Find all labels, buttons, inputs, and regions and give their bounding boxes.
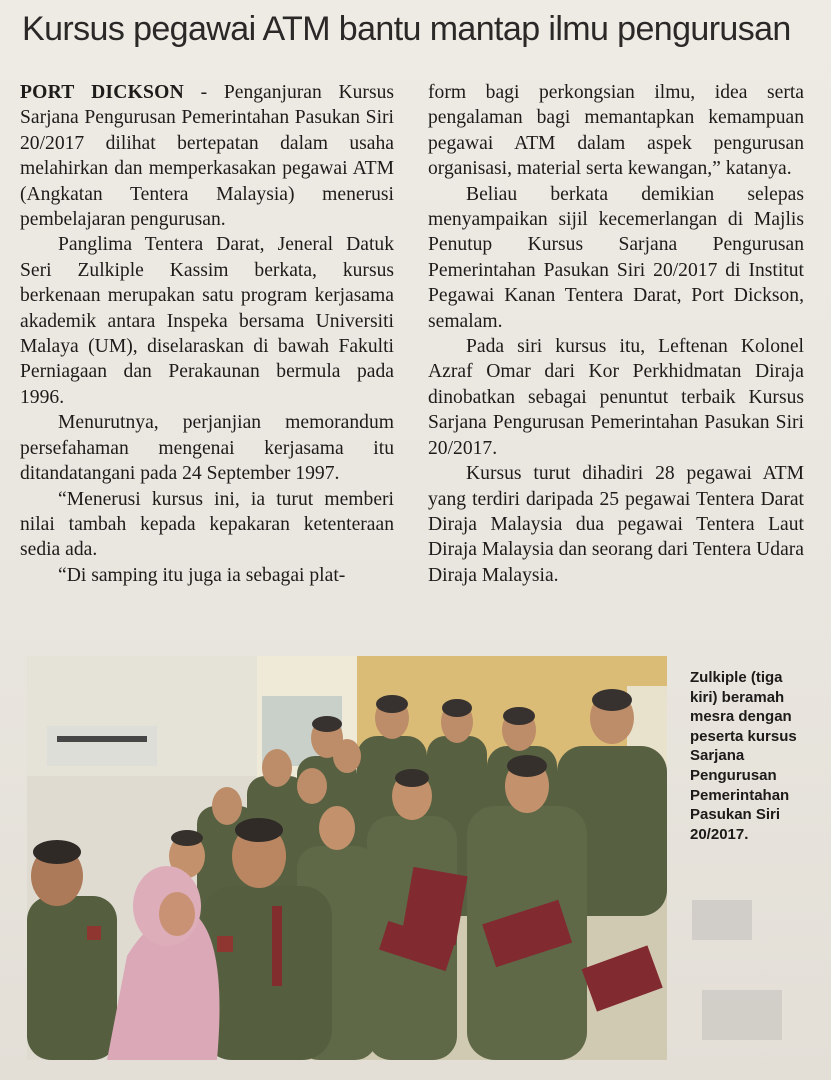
- photo-caption: [690, 668, 825, 844]
- article-paragraph: “Menerusi kursus ini, ia turut memberi nilai tambah kepada kepakaran ketenteraan sedia ada.: [20, 488, 394, 561]
- article-paragraph: [20, 80, 394, 232]
- news-photo: [27, 656, 667, 1060]
- caption-line: Pengurusan: [690, 766, 777, 784]
- caption-line: mesra dengan: [690, 708, 792, 726]
- article-column-right: [428, 80, 804, 588]
- article-paragraph: Beliau berkata demikian selepas menyampaikan sijil kecemerlangan di Majlis Penutup Kursus Sarjana Pengurusan Pemerintahan Pasukan Siri 20/2017 di Institut Pegawai Kanan Tentera Darat, Port Dickson, semalam.: [428, 183, 804, 332]
- caption-line: peserta kursus: [690, 727, 797, 745]
- caption-line: 20/2017.: [690, 825, 749, 843]
- article-dateline: PORT DICKSON: [20, 82, 184, 103]
- caption-line: Pemerintahan: [690, 786, 790, 804]
- article-column-left: [20, 80, 394, 588]
- print-bleed-through: [672, 880, 831, 1080]
- caption-line: Pasukan Siri: [690, 806, 781, 824]
- caption-line: kiri) beramah: [690, 688, 785, 706]
- group-photo-illustration: [27, 656, 667, 1060]
- article-paragraph: Kursus turut dihadiri 28 pegawai ATM yang terdiri daripada 25 pegawai Tentera Darat Diraja Malaysia dua pegawai Tentera Laut Diraja Malaysia dan seorang dari Tentera Udara Diraja Malaysia.: [428, 463, 804, 586]
- article-paragraph: “Di samping itu juga ia sebagai plat-: [58, 564, 346, 586]
- article-paragraph: Pada siri kursus itu, Leftenan Kolonel Azraf Omar dari Kor Perkhidmatan Diraja dinobatkan sebagai penuntut terbaik Kursus Sarjana Pengurusan Pemerintahan Pasukan Siri 20/2017.: [428, 336, 804, 459]
- bleed-shapes: [672, 880, 831, 1080]
- caption-line: Sarjana: [690, 747, 745, 765]
- article-lead-text: - Penganjuran Kursus Sarjana Pengurusan Pemerintahan Pasukan Siri 20/2017 dilihat bertepatan dalam usaha melahirkan dan memperkasakan pegawai ATM (Angkatan Tentera Malaysia) menerusi pembelajaran pengurusan.: [20, 82, 394, 231]
- article-headline: Kursus pegawai ATM bantu mantap ilmu pengurusan: [22, 10, 791, 48]
- caption-line: Zulkiple (tiga: [690, 669, 783, 686]
- article-paragraph: Panglima Tentera Darat, Jeneral Datuk Seri Zulkiple Kassim berkata, kursus berkenaan merupakan satu program kerjasama akademik antara Inspeka bersama Universiti Malaya (UM), diselaraskan di bawah Fakulti Perniagaan dan Perakaunan bermula pada 1996.: [20, 234, 394, 408]
- article-paragraph: Menurutnya, perjanjian memorandum persefahaman mengenai kerjasama itu ditandatangani pada 24 September 1997.: [20, 412, 394, 485]
- article-paragraph: form bagi perkongsian ilmu, idea serta pengalaman bagi memantapkan kemampuan pegawai ATM dalam aspek pengurusan organisasi, material serta kewangan,” katanya.: [428, 82, 804, 180]
